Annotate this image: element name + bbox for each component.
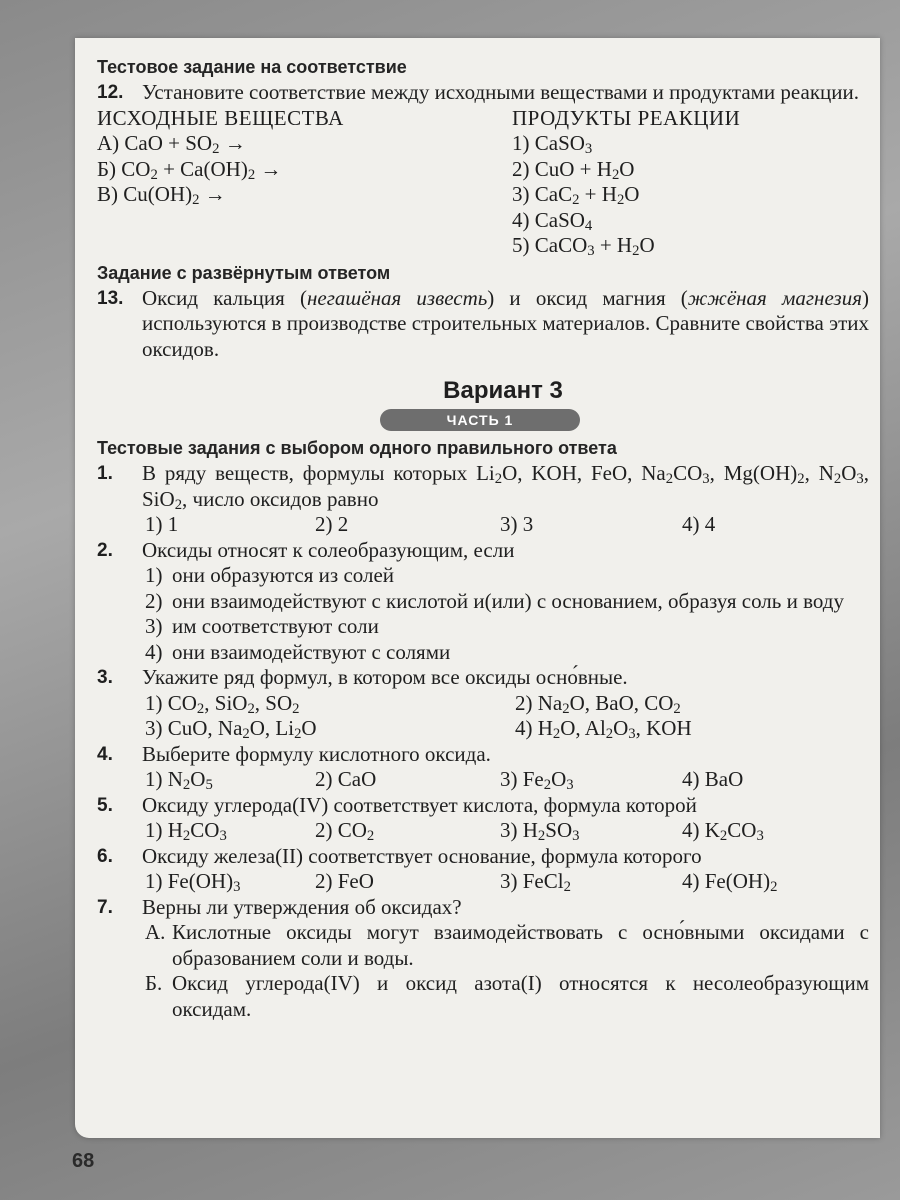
- question-1: [97, 461, 869, 512]
- question-5: [97, 793, 869, 819]
- question-number: 13.: [97, 287, 124, 309]
- product-3: 3) $CaC_2 + H_2O$: [512, 182, 640, 208]
- reactants-column: [97, 106, 512, 259]
- answer-options: [97, 869, 869, 895]
- section-heading-single-choice: Тестовые задания с выбором одного правильного ответа: [97, 438, 617, 458]
- reactant-c: В) $Cu(OH)_2$ →: [97, 182, 226, 208]
- option-2: 2) CaO: [315, 767, 377, 791]
- option-4: 4) они взаимодействуют с солями: [145, 639, 451, 664]
- option-2: 2) $Na_2O$, BaO, $CO_2$: [515, 690, 681, 717]
- question-text: Верны ли утверждения об оксидах?: [142, 894, 462, 919]
- matching-columns: [97, 106, 869, 259]
- option-1: 1) $H_2CO_3$: [145, 818, 227, 844]
- question-6: [97, 844, 869, 870]
- reactant-b: Б) $CO_2 + Ca(OH)_2$ →: [97, 156, 282, 183]
- product-5: 5) CaCO$_3$ + $H_2O$: [512, 233, 655, 259]
- product-2: 2) CuO + $H_2O$: [512, 156, 635, 183]
- question-number: 5.: [97, 794, 113, 816]
- question-text: Оксиду углерода(IV) соответствует кислота, формула которой: [142, 792, 697, 817]
- option-3: 3) FeCl$_2$: [500, 869, 571, 895]
- option-4: 4) BaO: [682, 767, 744, 791]
- option-1: 1) они образуются из солей: [145, 563, 395, 587]
- answer-options: [97, 512, 869, 538]
- products-header: ПРОДУКТЫ РЕАКЦИИ: [512, 105, 741, 130]
- section-heading-matching: Тестовое задание на соответствие: [97, 57, 407, 77]
- question-number: 7.: [97, 896, 113, 918]
- question-13: [97, 286, 869, 363]
- part-badge: ЧАСТЬ 1: [380, 409, 580, 431]
- question-3: [97, 665, 869, 691]
- option-4: 4) $H_2O$, $Al_2O_3$, KOH: [515, 716, 692, 742]
- question-4: [97, 742, 869, 768]
- product-1: 1) CaSO$_3$: [512, 131, 593, 157]
- product-4: 4) CaSO$_4$: [512, 207, 593, 234]
- option-3: 3) им соответствуют соли: [145, 614, 379, 638]
- question-12: [97, 80, 869, 106]
- question-text: Оксид кальция (негашёная известь) и оксид магния (жжёная магнезия) используются в производстве строительных материалов. Сравните свойства этих оксидов.: [142, 285, 869, 361]
- option-2: 2) они взаимодействуют с кислотой и(или) с основанием, образуя соль и воду: [145, 588, 844, 613]
- option-3: 3) CuO, $Na_2O$, $Li_2O$: [145, 716, 317, 742]
- answer-options: [97, 818, 869, 844]
- page-content: [97, 55, 869, 1022]
- question-text: В ряду веществ, формулы которых $Li_2O$, KOH, FeO, $Na_2CO_3$, $Mg(OH)_2$, $N_2O_3$, SiO$_2$, число оксидов равно: [142, 461, 869, 513]
- question-number: 6.: [97, 845, 113, 867]
- answer-options: [97, 691, 869, 742]
- part-badge-row: [97, 406, 869, 436]
- question-number: 1.: [97, 463, 113, 484]
- option-1: 1) $CO_2$, SiO$_2$, $SO_2$: [145, 690, 300, 717]
- option-4: 4) $K_2CO_3$: [682, 818, 764, 844]
- question-text: Выберите формулу кислотного оксида.: [142, 741, 491, 766]
- option-2: 2) 2: [315, 512, 349, 536]
- option-1: 1) $Fe(OH)_3$: [145, 869, 241, 895]
- option-3: 3) 3: [500, 512, 534, 536]
- variant-title: Вариант 3: [443, 377, 563, 404]
- option-1: 1) 1: [145, 512, 179, 536]
- page-number: 68: [72, 1150, 95, 1172]
- question-2: [97, 538, 869, 564]
- option-3: 3) $Fe_2O_3$: [500, 767, 574, 793]
- question-text: Оксиду железа(II) соответствует основание, формула которого: [142, 843, 702, 868]
- option-2: 2) FeO: [315, 869, 374, 893]
- reactant-a: А) CaO + $SO_2$ →: [97, 131, 246, 157]
- question-number: 3.: [97, 667, 113, 688]
- products-column: [512, 106, 869, 259]
- question-number: 4.: [97, 743, 113, 765]
- question-text: Установите соответствие между исходными веществами и продуктами реакции.: [142, 80, 859, 104]
- question-number: 12.: [97, 82, 124, 103]
- question-text: Оксиды относят к солеобразующим, если: [142, 537, 515, 562]
- question-text: Укажите ряд формул, в котором все оксиды осно́вные.: [142, 665, 628, 689]
- statement-a: А. Кислотные оксиды могут взаимодействовать с осно́вными оксидами с образованием соли и воды.: [145, 920, 869, 970]
- question-number: 2.: [97, 539, 113, 561]
- option-1: 1) $N_2O_5$: [145, 767, 213, 793]
- option-4: 4) $Fe(OH)_2$: [682, 869, 778, 895]
- option-4: 4) 4: [682, 512, 716, 536]
- answer-options: [97, 767, 869, 793]
- option-3: 3) $H_2SO_3$: [500, 818, 580, 844]
- statement-b: Б. Оксид углерода(IV) и оксид азота(I) относятся к несолеобразующим оксидам.: [145, 971, 869, 1021]
- option-2: 2) $CO_2$: [315, 818, 375, 844]
- reactants-header: ИСХОДНЫЕ ВЕЩЕСТВА: [97, 105, 344, 130]
- section-heading-extended: Задание с развёрнутым ответом: [97, 262, 391, 283]
- question-7: [97, 895, 869, 921]
